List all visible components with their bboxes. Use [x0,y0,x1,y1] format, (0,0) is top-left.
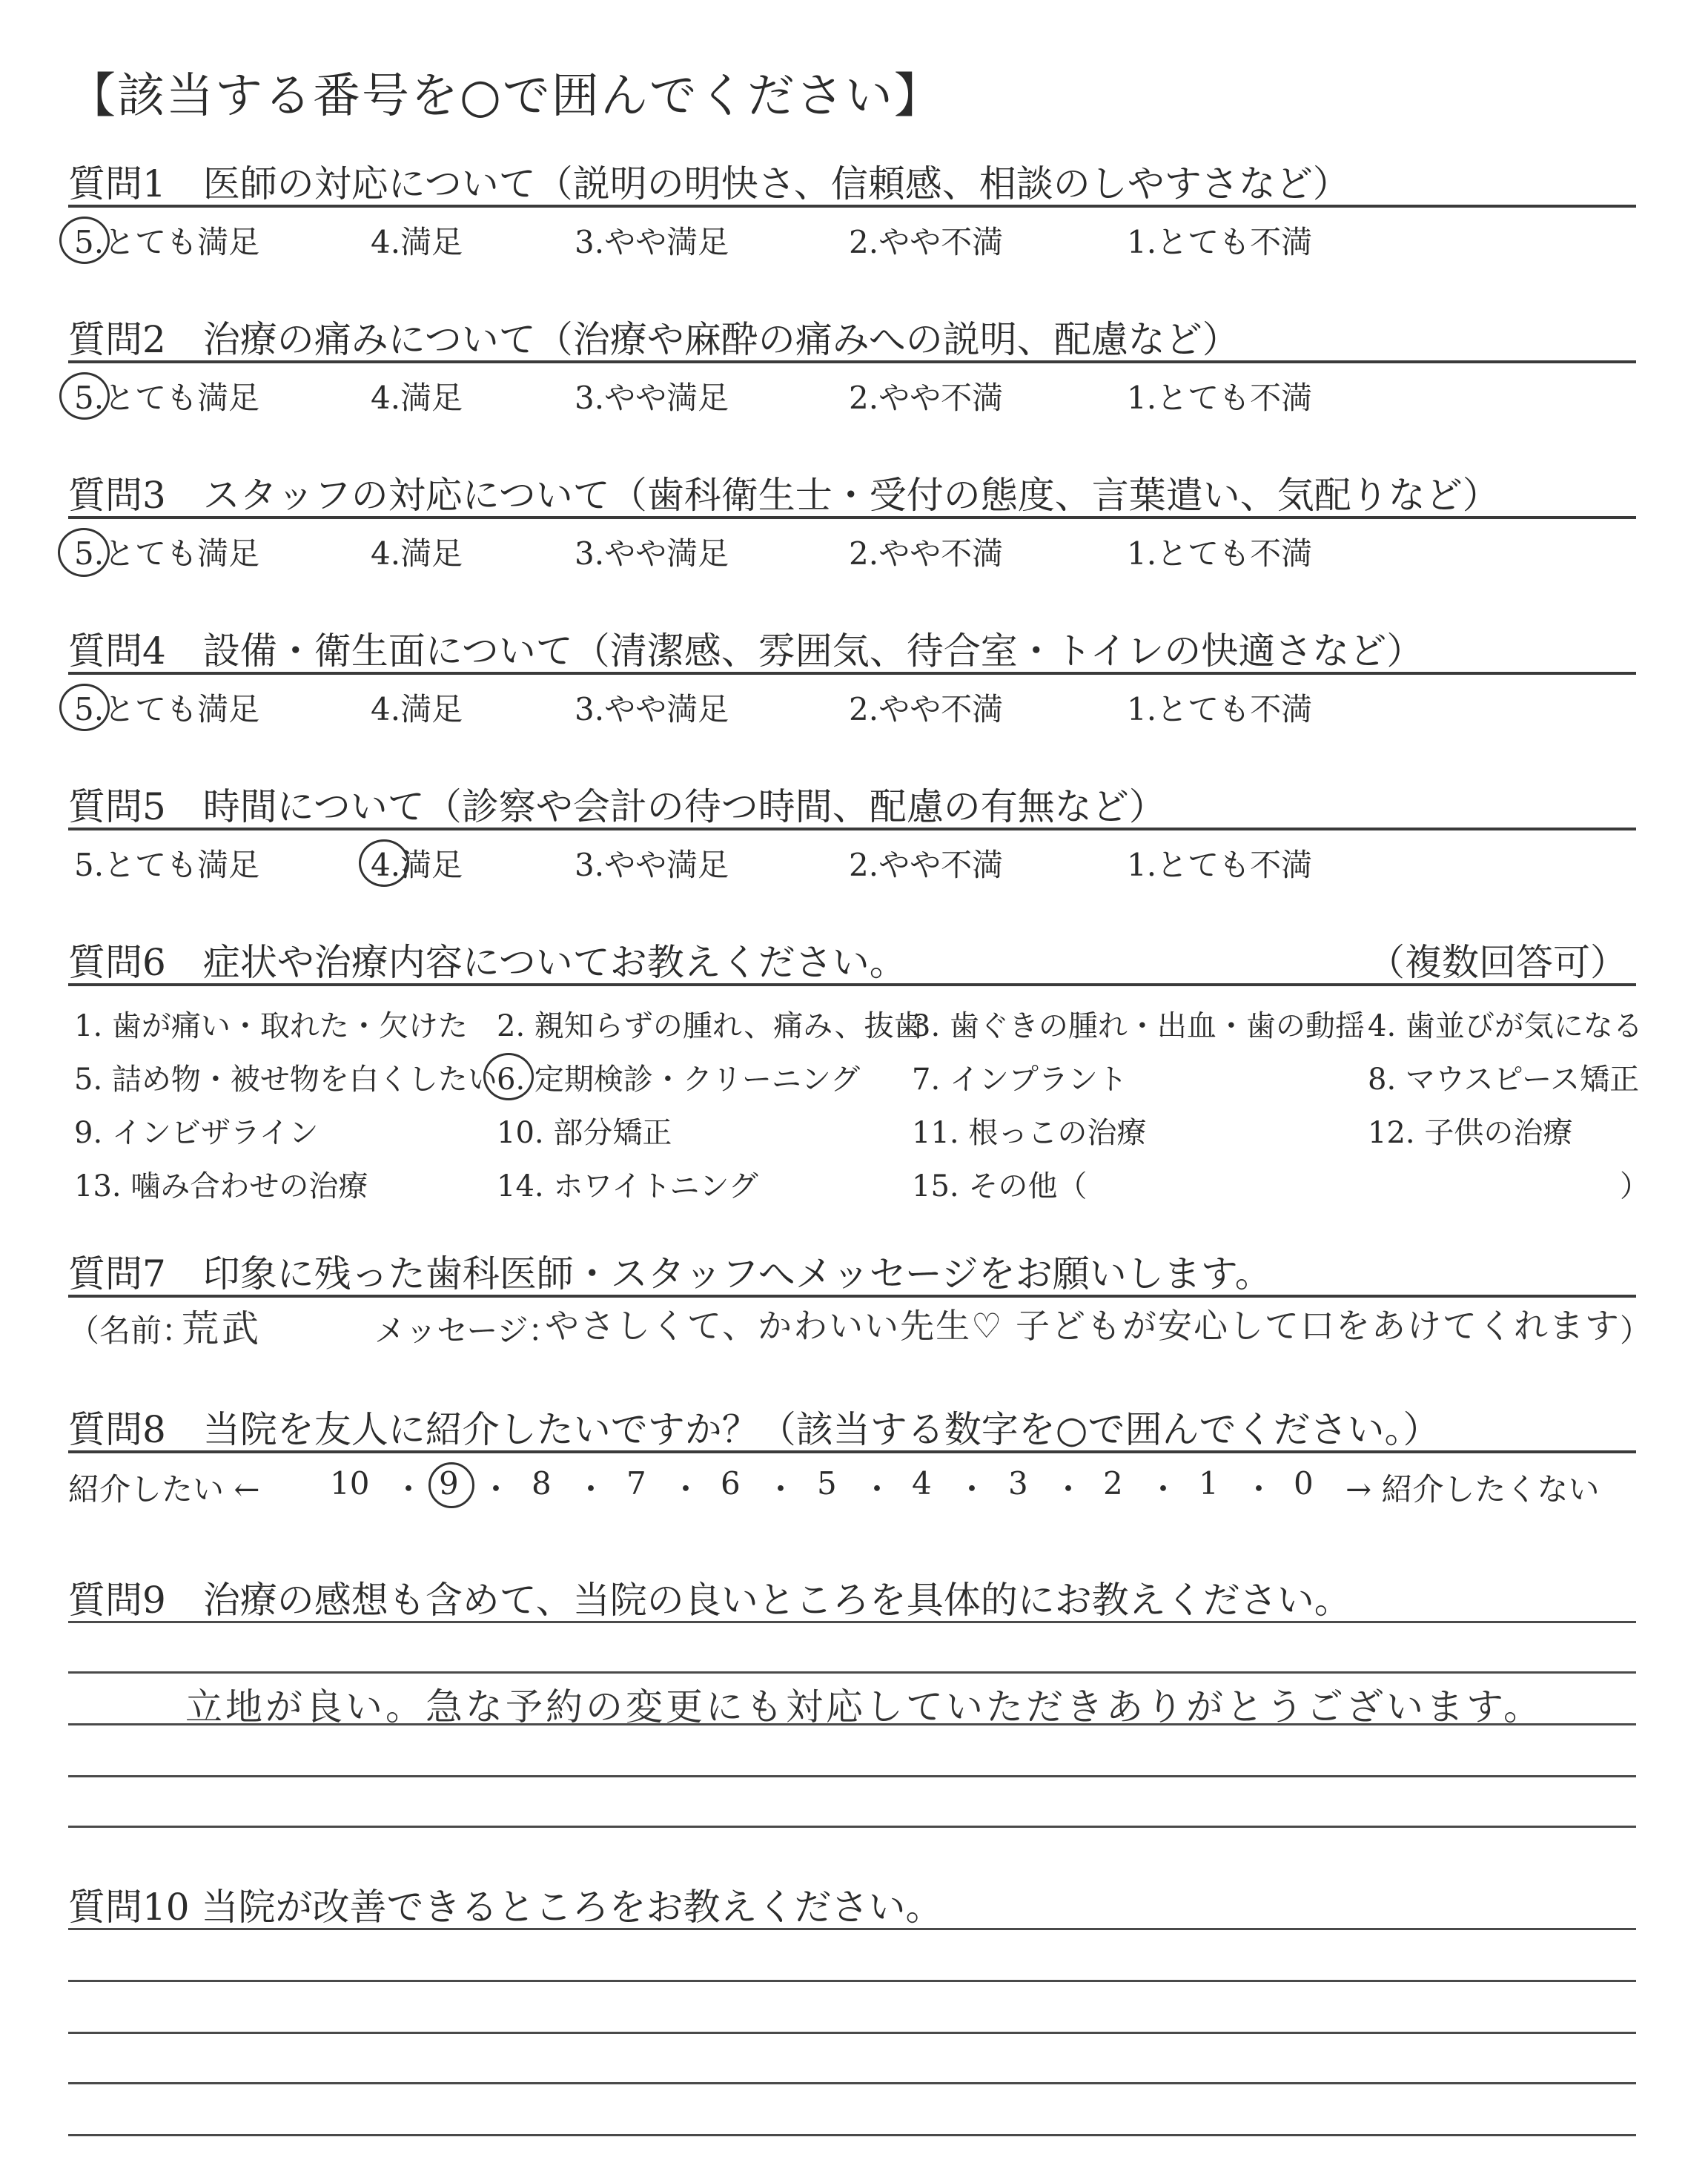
divider [68,672,1636,675]
question-8-heading: 質問8 当院を友人に紹介したいですか？（該当する数字を○で囲んでください。） [68,1408,1440,1451]
question-9-heading: 質問9 治療の感想も含めて、当院の良いところを具体的にお教えください。 [68,1579,1351,1622]
q8-separator: ・ [1148,1471,1179,1507]
divider [68,1295,1636,1298]
q5-selection-circle [359,839,409,887]
q8-separator: ・ [765,1471,797,1507]
q2-option-3[interactable]: 3.やや満足 [575,380,729,416]
q7-close-paren: ） [1620,1312,1652,1349]
q8-scale-2[interactable]: 2 [1103,1465,1123,1502]
q4-option-1[interactable]: 1.とても不満 [1127,691,1313,727]
q8-scale-8[interactable]: 8 [532,1465,552,1502]
q6-option-14[interactable]: 14. ホワイトニング [497,1169,758,1203]
q6-option-9[interactable]: 9. インビザライン [74,1116,319,1150]
question-2-heading: 質問2 治療の痛みについて（治療や麻酔の痛みへの説明、配慮など） [68,318,1239,361]
answer-line [68,1928,1636,1930]
q3-selection-circle [58,528,110,577]
q4-option-2[interactable]: 2.やや不満 [849,691,1004,727]
q8-left-label: 紹介したい ← [68,1471,260,1507]
answer-line [68,2032,1636,2034]
q1-selection-circle [59,217,110,264]
question-3-heading: 質問3 スタッフの対応について（歯科衛生士・受付の態度、言葉遣い、気配りなど） [68,474,1500,517]
q1-option-2[interactable]: 2.やや不満 [849,224,1004,260]
question-7-heading: 質問7 印象に残った歯科医師・スタッフへメッセージをお願いします。 [68,1252,1272,1295]
answer-line [68,1775,1636,1777]
answer-line [68,2082,1636,2084]
q8-scale-9[interactable]: 9 [439,1465,459,1502]
q4-option-4[interactable]: 4.満足 [371,691,463,727]
q6-option-4[interactable]: 4. 歯並びが気になる [1368,1009,1643,1043]
answer-line [68,1671,1636,1674]
q6-option-8[interactable]: 8. マウスピース矯正 [1368,1063,1640,1097]
q2-selection-circle [59,372,110,420]
q1-option-4[interactable]: 4.満足 [371,224,463,260]
q9-answer[interactable]: 立地が良い。急な予約の変更にも対応していただきありがとうございます。 [185,1685,1543,1728]
q5-option-1[interactable]: 1.とても不満 [1127,847,1313,883]
q1-option-5[interactable]: 5.とても満足 [74,224,260,260]
question-6-note: （複数回答可） [1368,941,1627,984]
q8-separator: ・ [393,1471,425,1507]
q8-scale-4[interactable]: 4 [912,1465,932,1502]
q3-option-2[interactable]: 2.やや不満 [849,535,1004,572]
answer-line [68,1723,1636,1725]
q2-option-4[interactable]: 4.満足 [371,380,463,416]
divider [68,205,1636,208]
divider [68,516,1636,519]
q8-scale-0[interactable]: 0 [1294,1465,1314,1502]
q5-option-4[interactable]: 4.満足 [371,847,463,883]
q4-option-5[interactable]: 5.とても満足 [74,691,260,727]
q8-scale-1[interactable]: 1 [1199,1465,1219,1502]
q5-option-5[interactable]: 5.とても満足 [74,847,260,883]
q1-option-1[interactable]: 1.とても不満 [1127,224,1313,260]
answer-line [68,2134,1636,2136]
q6-option-7[interactable]: 7. インプラント [912,1063,1128,1097]
q8-scale-5[interactable]: 5 [817,1465,837,1502]
q6-other-close: ） [1620,1169,1649,1203]
q6-option-11[interactable]: 11. 根っこの治療 [912,1116,1147,1150]
q8-right-label: → 紹介したくない [1345,1471,1600,1507]
q2-option-5[interactable]: 5.とても満足 [74,380,260,416]
q6-selection-circle [483,1053,534,1100]
q8-separator: ・ [670,1471,702,1507]
q2-option-2[interactable]: 2.やや不満 [849,380,1004,416]
q8-separator: ・ [861,1471,893,1507]
q8-separator: ・ [956,1471,988,1507]
question-1-heading: 質問1 医師の対応について（説明の明快さ、信頼感、相談のしやすさなど） [68,162,1350,205]
q3-option-4[interactable]: 4.満足 [371,535,463,572]
q7-message-label: メッセージ： [374,1312,560,1349]
divider [68,828,1636,830]
q8-separator: ・ [575,1471,607,1507]
q7-message-value[interactable]: やさしくて、かわいい先生♡ 子どもが安心して口をあけてくれます [545,1306,1621,1346]
divider [68,360,1636,363]
q6-option-12[interactable]: 12. 子供の治療 [1368,1116,1573,1150]
q8-separator: ・ [480,1471,512,1507]
q4-selection-circle [59,684,110,731]
q6-option-2[interactable]: 2. 親知らずの腫れ、痛み、抜歯 [497,1009,924,1043]
question-6-heading: 質問6 症状や治療内容についてお教えください。 [68,941,907,984]
q7-name-value[interactable]: 荒武 [182,1307,262,1350]
q3-option-1[interactable]: 1.とても不満 [1127,535,1313,572]
q6-option-13[interactable]: 13. 噛み合わせの治療 [74,1169,368,1203]
q5-option-2[interactable]: 2.やや不満 [849,847,1004,883]
q8-scale-3[interactable]: 3 [1008,1465,1028,1502]
q8-scale-10[interactable]: 10 [330,1465,370,1502]
answer-line [68,1980,1636,1982]
q3-option-5[interactable]: 5.とても満足 [74,535,260,572]
q6-option-6[interactable]: 6. 定期検診・クリーニング [497,1063,861,1097]
answer-line [68,1621,1636,1623]
q6-option-10[interactable]: 10. 部分矯正 [497,1116,672,1150]
q8-scale-6[interactable]: 6 [721,1465,741,1502]
q8-scale-7[interactable]: 7 [626,1465,646,1502]
q6-option-5[interactable]: 5. 詰め物・被せ物を白くしたい [74,1063,497,1097]
q8-separator: ・ [1243,1471,1275,1507]
q3-option-3[interactable]: 3.やや満足 [575,535,729,572]
answer-line [68,1826,1636,1828]
q5-option-3[interactable]: 3.やや満足 [575,847,729,883]
q8-separator: ・ [1053,1471,1085,1507]
q7-name-label: （名前： [68,1312,193,1349]
question-5-heading: 質問5 時間について（診察や会計の待つ時間、配慮の有無など） [68,785,1166,828]
q2-option-1[interactable]: 1.とても不満 [1127,380,1313,416]
divider [68,1450,1636,1453]
q4-option-3[interactable]: 3.やや満足 [575,691,729,727]
question-4-heading: 質問4 設備・衛生面について（清潔感、雰囲気、待合室・トイレの快適さなど） [68,630,1424,673]
q6-option-1[interactable]: 1. 歯が痛い・取れた・欠けた [74,1009,468,1043]
question-10-heading: 質問10 当院が改善できるところをお教えください。 [68,1886,943,1929]
page-title: 【該当する番号を○で囲んでください】 [68,69,943,124]
q1-option-3[interactable]: 3.やや満足 [575,224,729,260]
q6-option-15[interactable]: 15. その他（ [912,1169,1088,1203]
q8-selection-circle [428,1462,474,1508]
divider [68,983,1636,986]
q6-option-3[interactable]: 3. 歯ぐきの腫れ・出血・歯の動揺 [912,1009,1365,1043]
